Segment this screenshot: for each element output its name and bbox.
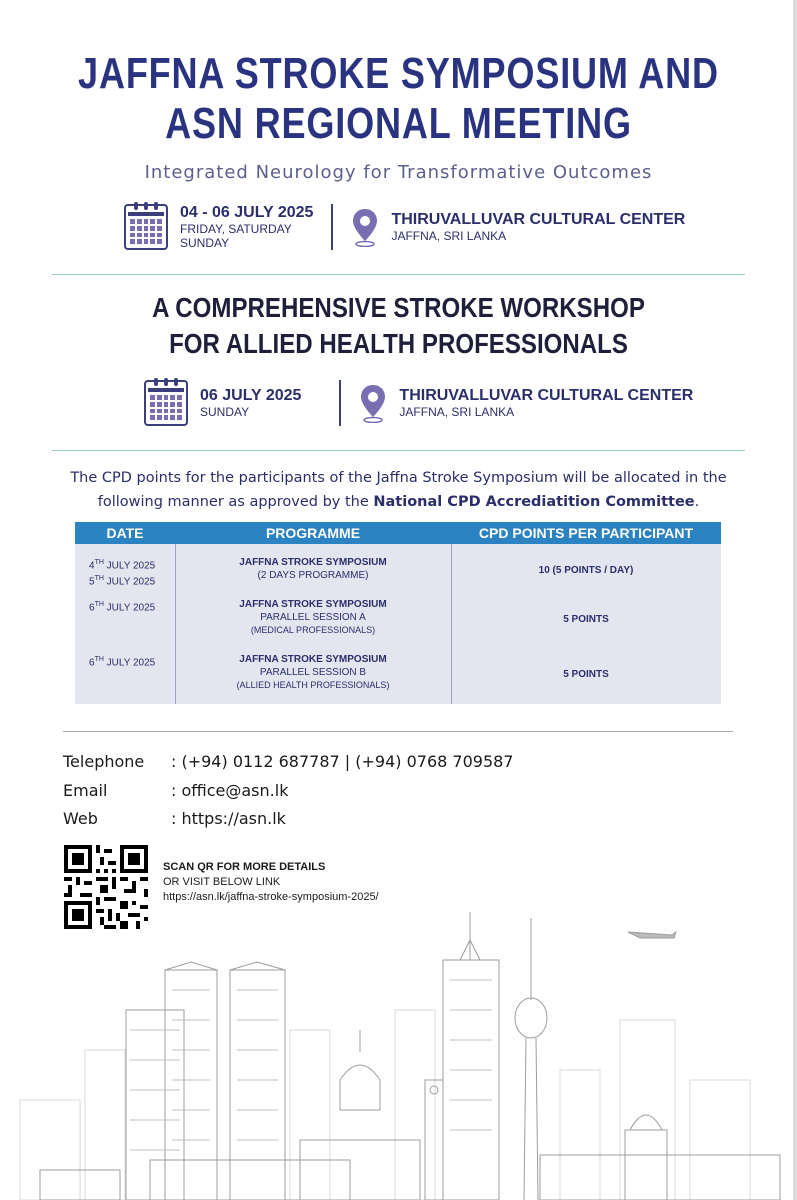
web-value[interactable]: : https://asn.lk	[171, 809, 286, 828]
cpd-description	[40, 466, 757, 514]
info-divider	[331, 204, 333, 250]
workshop-date-block	[200, 387, 301, 419]
event-tagline: Integrated Neurology for Transformative Outcomes	[144, 162, 653, 183]
cpd-table	[75, 522, 721, 704]
workshop-title-line-2: FOR ALLIED HEALTH PROFESSIONALS	[169, 328, 628, 359]
table-cell-points: 5 POINTS	[563, 614, 609, 625]
table-cell-date: 6TH JULY 2025	[89, 656, 156, 669]
workshop-venue-block	[399, 387, 693, 419]
symposium-venue-block	[391, 211, 685, 243]
table-cell-points: 10 (5 POINTS / DAY)	[538, 565, 634, 576]
table-cell-programme: JAFFNA STROKE SYMPOSIUM PARALLEL SESSION B (ALLIED HEALTH PROFESSIONALS)	[236, 654, 390, 690]
workshop-date: 06 JULY 2025	[200, 387, 302, 404]
cpd-intro: The CPD points for the participants of the Jaffna Stroke Symposium will be allocated in the following manner as approved by the	[70, 470, 727, 510]
calendar-icon	[124, 204, 168, 250]
table-cell-points: 5 POINTS	[563, 669, 609, 680]
city-skyline-illustration	[0, 900, 797, 1200]
symposium-venue: THIRUVALLUVAR CULTURAL CENTER	[391, 211, 686, 228]
symposium-date: 04 - 06 JULY 2025	[180, 204, 314, 221]
table-cell-date: 6TH JULY 2025	[89, 601, 156, 614]
email-value[interactable]: : office@asn.lk	[171, 781, 289, 800]
symposium-info-row	[124, 204, 685, 250]
location-pin-icon	[359, 383, 387, 423]
table-cell-programme: JAFFNA STROKE SYMPOSIUM PARALLEL SESSION A (MEDICAL PROFESSIONALS)	[239, 599, 387, 635]
symposium-date-block	[180, 204, 313, 250]
section-divider	[52, 274, 745, 275]
table-header-cpd-points: CPD POINTS PER PARTICIPANT	[451, 522, 721, 544]
symposium-days-line-2: SUNDAY	[180, 236, 230, 250]
event-title-line-1: JAFFNA STROKE SYMPOSIUM AND	[78, 49, 719, 98]
contact-telephone	[63, 752, 513, 771]
symposium-location: JAFFNA, SRI LANKA	[391, 229, 507, 243]
table-header-programme: PROGRAMME	[175, 522, 451, 544]
workshop-info-row	[144, 380, 693, 426]
table-header-date: DATE	[75, 522, 175, 544]
workshop-location: JAFFNA, SRI LANKA	[399, 405, 515, 419]
cpd-committee: National CPD Accrediatition Committee	[373, 494, 695, 510]
table-cell-date: 4TH JULY 2025 5TH JULY 2025	[89, 559, 156, 588]
web-label: Web	[63, 809, 98, 828]
qr-instructions	[163, 860, 379, 905]
cpd-period: .	[694, 494, 700, 510]
workshop-venue: THIRUVALLUVAR CULTURAL CENTER	[399, 387, 694, 404]
section-divider	[63, 731, 733, 732]
qr-instruction-line-1: SCAN QR FOR MORE DETAILS	[163, 861, 326, 873]
email-label: Email	[63, 781, 108, 800]
event-title-line-2: ASN REGIONAL MEETING	[165, 99, 632, 148]
contact-web	[63, 809, 286, 828]
telephone-label: Telephone	[63, 752, 145, 771]
contact-email	[63, 781, 288, 800]
table-cell-programme: JAFFNA STROKE SYMPOSIUM (2 DAYS PROGRAMME)	[239, 557, 387, 581]
location-pin-icon	[351, 207, 379, 247]
workshop-title-line-1: A COMPREHENSIVE STROKE WORKSHOP	[152, 292, 645, 323]
calendar-icon	[144, 380, 188, 426]
workshop-day: SUNDAY	[200, 405, 250, 419]
qr-instruction-line-2: OR VISIT BELOW LINK	[163, 876, 281, 888]
info-divider	[339, 380, 341, 426]
qr-link[interactable]: https://asn.lk/jaffna-stroke-symposium-2025/	[163, 891, 379, 903]
telephone-value[interactable]: : (+94) 0112 687787 | (+94) 0768 709587	[171, 752, 514, 771]
section-divider	[52, 450, 745, 451]
symposium-days-line-1: FRIDAY, SATURDAY	[180, 222, 292, 236]
